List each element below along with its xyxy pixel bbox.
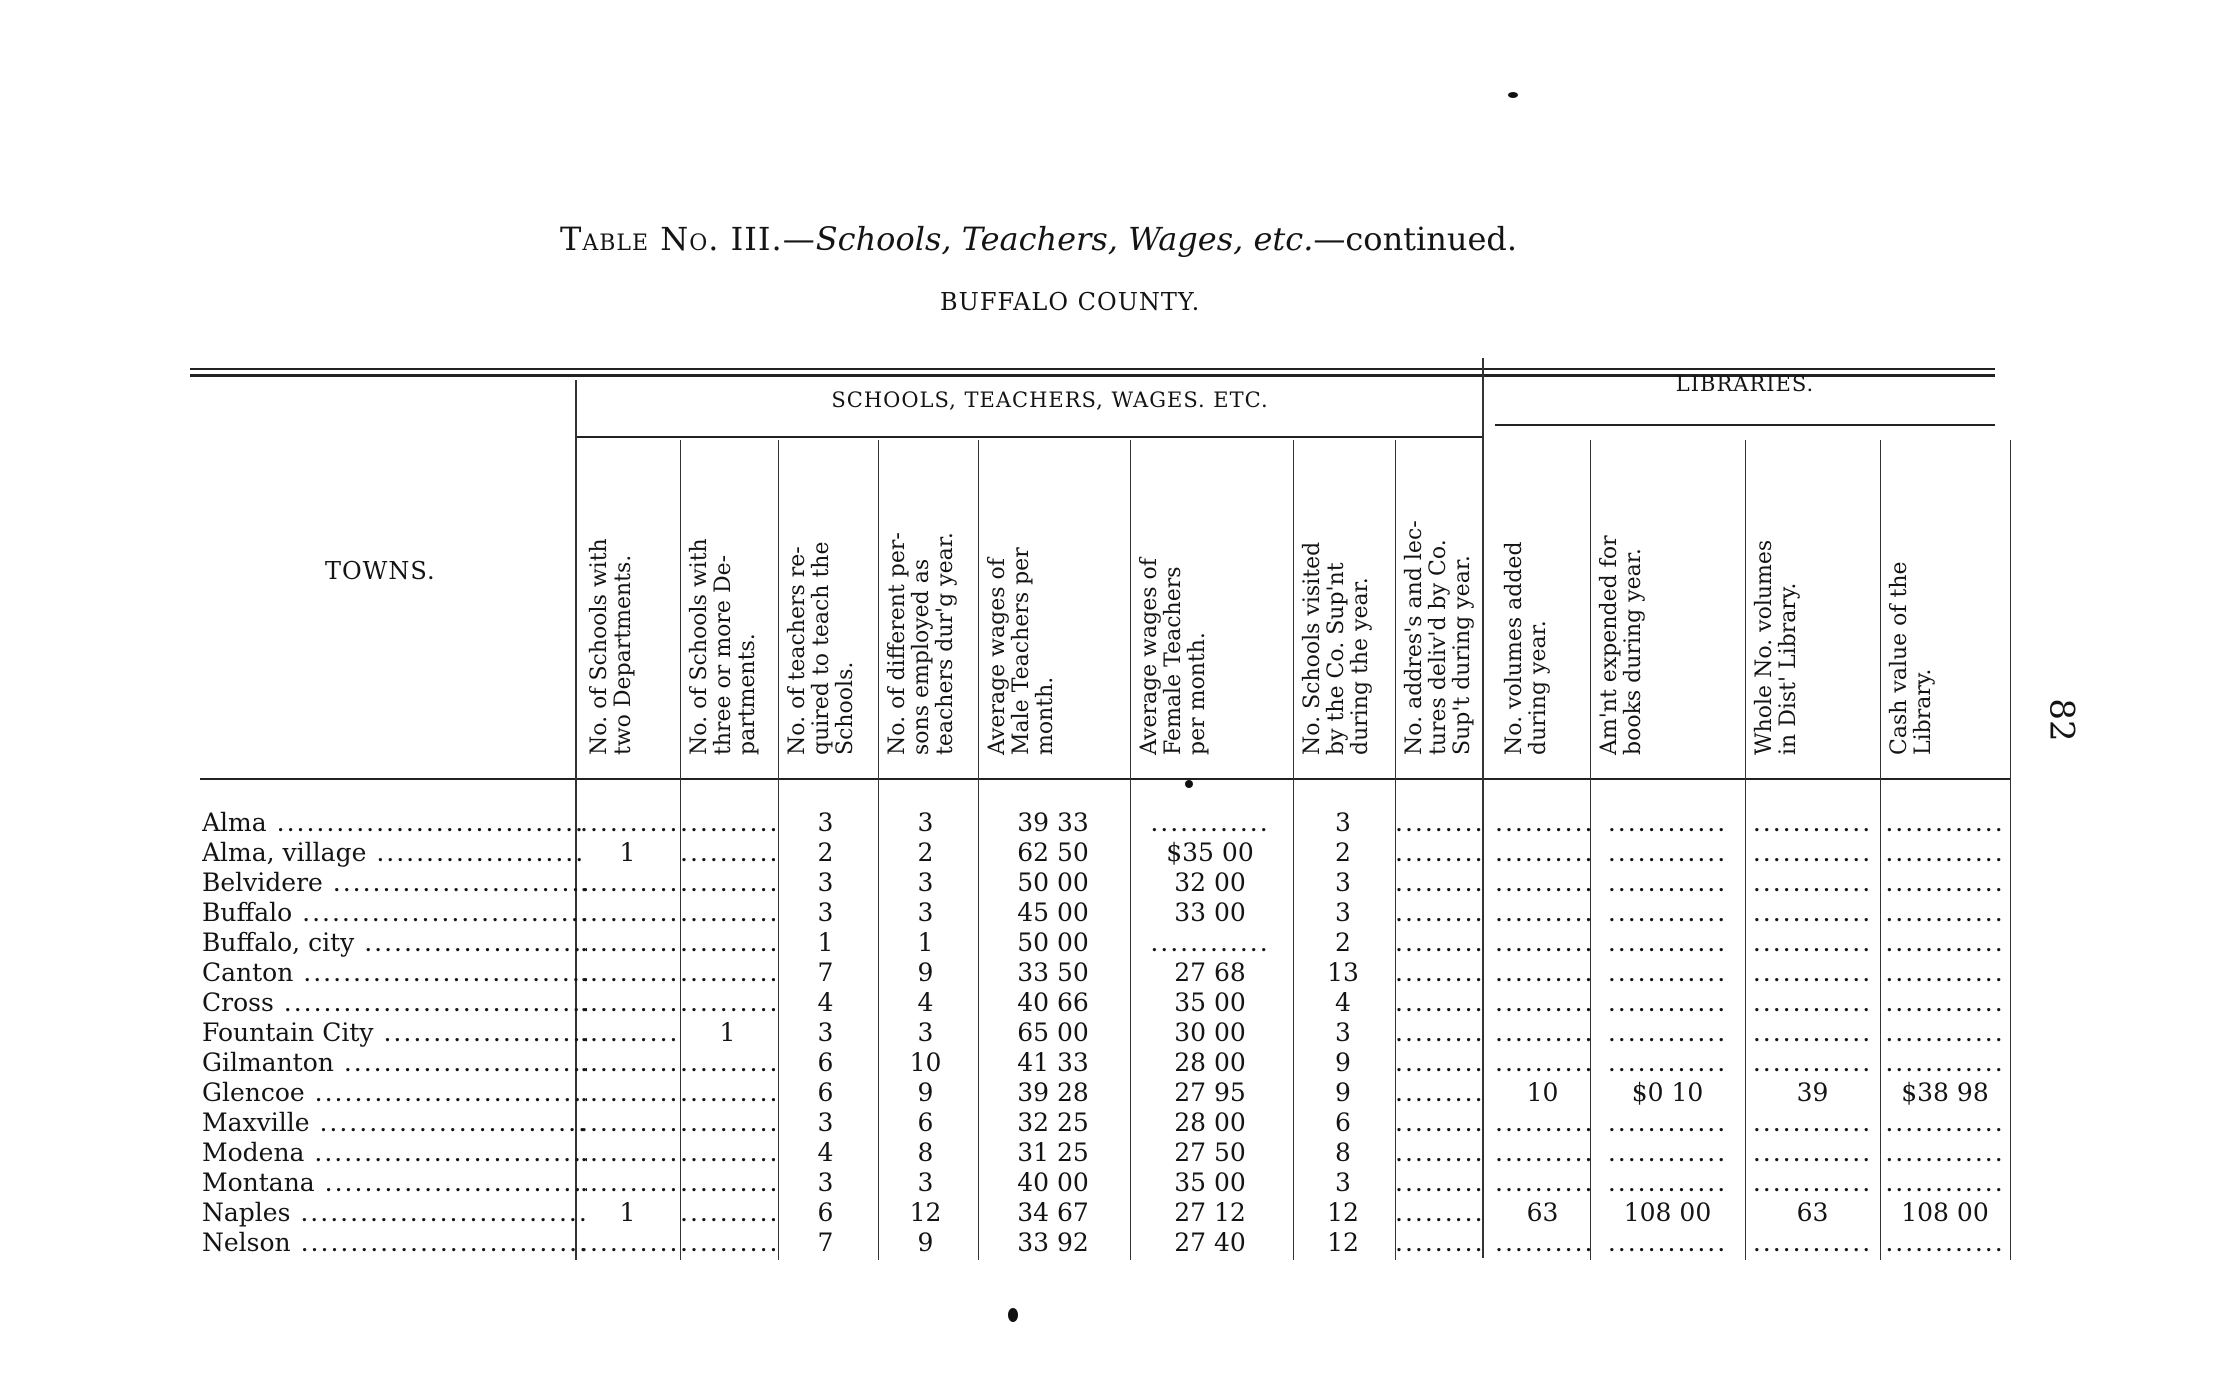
cell-col-6: 27 40 (1174, 1228, 1246, 1257)
empty-cell (1745, 1138, 1880, 1167)
cell-col-4: 3 (917, 868, 934, 897)
cell-col-6: 27 95 (1174, 1078, 1246, 1107)
cell-col-5: 45 00 (1017, 898, 1089, 927)
empty-cell (680, 988, 775, 1017)
town-name: Canton ..... (202, 958, 587, 987)
column-header-line: No. of Schools with (687, 538, 712, 755)
empty-cell (580, 868, 675, 897)
empty-cell (580, 1048, 675, 1077)
cell-col-7: 12 (1327, 1228, 1359, 1257)
empty-cell (1880, 838, 2010, 867)
cell-col-3: 3 (817, 1108, 834, 1137)
empty-cell (1495, 988, 1590, 1017)
empty-cell (1395, 1078, 1485, 1107)
cell-col-5: 40 66 (1017, 988, 1089, 1017)
cell-col-5: 33 50 (1017, 958, 1089, 987)
ink-speck (1508, 92, 1518, 98)
page-number: 82 (2041, 698, 2082, 742)
empty-cell (1495, 1168, 1590, 1197)
cell-col-1: 1 (619, 838, 636, 867)
cell-col-4: 6 (917, 1108, 934, 1137)
empty-cell (1745, 1228, 1880, 1257)
cell-col-6: 27 12 (1174, 1198, 1246, 1227)
table-row (0, 1138, 2222, 1168)
cell-col-5: 40 00 (1017, 1168, 1089, 1197)
column-header-line: No. Schools visited (1300, 541, 1325, 755)
empty-cell (1590, 928, 1745, 957)
empty-cell (580, 1168, 675, 1197)
empty-cell (1495, 1018, 1590, 1047)
cell-col-4: 3 (917, 898, 934, 927)
column-header-11 (1753, 455, 1893, 755)
cell-col-5: 39 28 (1017, 1078, 1089, 1107)
town-name: Nelson ..... (202, 1228, 587, 1257)
cell-col-5: 62 50 (1017, 838, 1089, 867)
empty-cell (580, 1138, 675, 1167)
empty-cell (680, 1138, 775, 1167)
empty-cell (680, 1168, 775, 1197)
groups-underline-schools (577, 436, 1482, 438)
column-header-line: Sup't during year. (1450, 555, 1475, 755)
empty-cell (1880, 898, 2010, 927)
table-row (0, 1228, 2222, 1258)
cell-col-4: 3 (917, 1168, 934, 1197)
column-header-line: Cash value of the (1887, 561, 1912, 755)
empty-cell (680, 838, 775, 867)
cell-col-3: 7 (817, 1228, 834, 1257)
empty-cell (1880, 1138, 2010, 1167)
column-header-line: No. addres's and lec- (1402, 520, 1427, 755)
empty-cell (1745, 838, 1880, 867)
groups-underline-libraries (1495, 424, 1995, 426)
empty-cell (580, 1228, 675, 1257)
cell-col-3: 3 (817, 868, 834, 897)
column-header-line: Whole No. volumes (1752, 539, 1777, 755)
empty-cell (1395, 868, 1485, 897)
empty-cell (1590, 1048, 1745, 1077)
cell-col-6: 35 00 (1174, 988, 1246, 1017)
table-row (0, 1198, 2222, 1228)
column-header-line: Schools. (833, 661, 858, 755)
empty-cell (1495, 838, 1590, 867)
cell-col-3: 3 (817, 898, 834, 927)
empty-cell (1395, 988, 1485, 1017)
column-header-line: partments. (735, 633, 760, 755)
table-row (0, 868, 2222, 898)
empty-cell (1590, 1018, 1745, 1047)
cell-col-9: 63 (1526, 1198, 1559, 1227)
cell-col-6: 28 00 (1174, 1108, 1246, 1137)
cell-col-4: 3 (917, 808, 934, 837)
cell-col-6: 28 00 (1174, 1048, 1246, 1077)
empty-cell (1880, 1048, 2010, 1077)
cell-col-7: 9 (1335, 1048, 1351, 1077)
cell-col-4: 4 (917, 988, 934, 1017)
town-name: Maxville ..... (202, 1108, 587, 1137)
column-header-line: No. of different per- (885, 532, 910, 755)
empty-cell (1880, 1228, 2010, 1257)
table-row (0, 1048, 2222, 1078)
cell-col-5: 50 00 (1017, 868, 1089, 897)
column-header-line: during year. (1526, 620, 1551, 755)
column-header-line: sons employed as (909, 558, 934, 755)
town-name: Buffalo, city ..... (202, 928, 587, 957)
header-bottom-rule (200, 778, 2010, 780)
cell-col-5: 33 92 (1017, 1228, 1089, 1257)
column-header-line: three or more De- (711, 554, 736, 755)
column-header-line: quired to teach the (809, 541, 834, 755)
empty-cell (580, 1108, 675, 1137)
empty-cell (580, 898, 675, 927)
cell-col-6: 27 68 (1174, 958, 1246, 987)
empty-cell (1395, 1048, 1485, 1077)
empty-cell (1590, 808, 1745, 837)
cell-col-6: 32 00 (1174, 868, 1246, 897)
cell-col-3: 3 (817, 1168, 834, 1197)
empty-cell (1880, 1108, 2010, 1137)
empty-cell (1395, 838, 1485, 867)
table-row (0, 928, 2222, 958)
column-header-6 (1138, 455, 1278, 755)
empty-cell (1880, 958, 2010, 987)
cell-col-7: 3 (1335, 1168, 1351, 1197)
empty-cell (680, 898, 775, 927)
cell-col-7: 3 (1335, 898, 1351, 927)
table-row (0, 988, 2222, 1018)
cell-col-2: 1 (719, 1018, 736, 1047)
empty-cell (1495, 1048, 1590, 1077)
empty-cell (1880, 868, 2010, 897)
empty-cell (580, 808, 675, 837)
cell-col-3: 4 (817, 988, 834, 1017)
empty-cell (1590, 838, 1745, 867)
column-header-10 (1598, 455, 1738, 755)
column-header-line: in Dist' Library. (1776, 582, 1801, 755)
cell-col-5: 41 33 (1017, 1048, 1089, 1077)
cell-col-7: 13 (1327, 958, 1359, 987)
town-name: Glencoe ..... (202, 1078, 587, 1107)
column-header-line: books during year. (1621, 548, 1646, 755)
town-name: Naples ..... (202, 1198, 587, 1227)
empty-cell (580, 988, 675, 1017)
empty-cell (1745, 808, 1880, 837)
empty-cell (1880, 928, 2010, 957)
ink-speck (1185, 780, 1193, 788)
cell-col-12: $38 98 (1901, 1078, 1989, 1107)
column-header-line: month. (1033, 676, 1058, 755)
empty-cell (1590, 898, 1745, 927)
empty-cell (580, 1078, 675, 1107)
town-name: Gilmanton ..... (202, 1048, 587, 1077)
town-name: Montana ..... (202, 1168, 587, 1197)
table-row (0, 808, 2222, 838)
column-header-12 (1888, 455, 2028, 755)
column-header-line: No. of Schools with (587, 538, 612, 755)
cell-col-6: 35 00 (1174, 1168, 1246, 1197)
title-prefix: Table No. III.— (560, 220, 816, 258)
empty-cell (1495, 1108, 1590, 1137)
cell-col-3: 7 (817, 958, 834, 987)
cell-col-10: $0 10 (1631, 1078, 1704, 1107)
empty-cell (1590, 1228, 1745, 1257)
empty-cell (680, 958, 775, 987)
empty-cell (1130, 928, 1290, 957)
empty-cell (1590, 1138, 1745, 1167)
empty-cell (1745, 928, 1880, 957)
cell-col-10: 108 00 (1623, 1198, 1712, 1227)
cell-col-3: 6 (817, 1078, 834, 1107)
empty-cell (580, 1018, 675, 1047)
cell-col-7: 2 (1335, 838, 1351, 867)
empty-cell (680, 1108, 775, 1137)
column-header-line: teachers dur'g year. (933, 532, 958, 755)
empty-cell (680, 1048, 775, 1077)
cell-col-7: 6 (1335, 1108, 1351, 1137)
empty-cell (1590, 958, 1745, 987)
cell-col-9: 10 (1526, 1078, 1559, 1107)
cell-col-6: $35 00 (1166, 838, 1254, 867)
cell-col-6: 27 50 (1174, 1138, 1246, 1167)
cell-col-4: 8 (917, 1138, 934, 1167)
empty-cell (1395, 808, 1485, 837)
empty-cell (1495, 958, 1590, 987)
empty-cell (1745, 988, 1880, 1017)
column-header-line: Am'nt expended for (1597, 535, 1622, 755)
empty-cell (1590, 1168, 1745, 1197)
cell-col-3: 6 (817, 1198, 834, 1227)
column-header-line: Female Teachers (1161, 566, 1186, 755)
town-name: Alma, village ..... (202, 838, 587, 867)
town-name: Belvidere ..... (202, 868, 587, 897)
table-row (0, 958, 2222, 988)
county-heading: BUFFALO COUNTY. (940, 288, 1201, 316)
empty-cell (1395, 1018, 1485, 1047)
table-row (0, 1108, 2222, 1138)
cell-col-7: 4 (1335, 988, 1351, 1017)
empty-cell (1495, 1138, 1590, 1167)
cell-col-4: 9 (917, 958, 934, 987)
cell-col-4: 2 (917, 838, 934, 867)
empty-cell (1395, 928, 1485, 957)
cell-col-5: 31 25 (1017, 1138, 1089, 1167)
cell-col-4: 12 (909, 1198, 942, 1227)
cell-col-7: 3 (1335, 808, 1351, 837)
empty-cell (1495, 898, 1590, 927)
cell-col-11: 63 (1796, 1198, 1829, 1227)
cell-col-3: 3 (817, 808, 834, 837)
empty-cell (1130, 808, 1290, 837)
cell-col-7: 9 (1335, 1078, 1351, 1107)
column-header-line: No. of teachers re- (785, 546, 810, 755)
cell-col-3: 2 (817, 838, 834, 867)
empty-cell (1880, 988, 2010, 1017)
cell-col-12: 108 00 (1901, 1198, 1989, 1227)
empty-cell (580, 958, 675, 987)
empty-cell (1395, 1108, 1485, 1137)
column-header-line: two Departments. (611, 554, 636, 755)
cell-col-5: 50 00 (1017, 928, 1089, 957)
empty-cell (680, 868, 775, 897)
table-row (0, 838, 2222, 868)
table-row (0, 1018, 2222, 1048)
cell-col-7: 12 (1327, 1198, 1359, 1227)
town-name: Alma ..... (202, 808, 587, 837)
cell-col-4: 9 (917, 1078, 934, 1107)
empty-cell (680, 1198, 775, 1227)
town-name: Fountain City ..... (202, 1018, 587, 1047)
empty-cell (1395, 1138, 1485, 1167)
empty-cell (1495, 808, 1590, 837)
cell-col-11: 39 (1796, 1078, 1829, 1107)
title-italic: Schools, Teachers, Wages, etc. (815, 220, 1314, 258)
cell-col-6: 33 00 (1174, 898, 1246, 927)
cell-col-4: 9 (917, 1228, 934, 1257)
empty-cell (1745, 1018, 1880, 1047)
empty-cell (680, 1228, 775, 1257)
table-row (0, 898, 2222, 928)
column-header-line: No. volumes added (1502, 541, 1527, 755)
empty-cell (1590, 988, 1745, 1017)
empty-cell (1745, 958, 1880, 987)
cell-col-5: 65 00 (1017, 1018, 1089, 1047)
cell-col-7: 3 (1335, 868, 1351, 897)
cell-col-1: 1 (619, 1198, 636, 1227)
cell-col-5: 39 33 (1017, 808, 1089, 837)
column-header-line: Average wages of (985, 558, 1010, 755)
cell-col-7: 8 (1335, 1138, 1351, 1167)
ink-speck (1008, 1308, 1018, 1322)
column-header-line: Library. (1911, 668, 1936, 755)
towns-header: TOWNS. (325, 557, 436, 585)
empty-cell (680, 1078, 775, 1107)
cell-col-5: 34 67 (1017, 1198, 1089, 1227)
empty-cell (1745, 868, 1880, 897)
table-row (0, 1078, 2222, 1108)
town-name: Cross ..... (202, 988, 587, 1017)
empty-cell (1395, 1168, 1485, 1197)
cell-col-3: 1 (817, 928, 834, 957)
empty-cell (1745, 1168, 1880, 1197)
empty-cell (1745, 898, 1880, 927)
empty-cell (1395, 958, 1485, 987)
empty-cell (1395, 898, 1485, 927)
column-header-line: Male Teachers per (1009, 547, 1034, 755)
table-row (0, 1168, 2222, 1198)
empty-cell (580, 928, 675, 957)
title-suffix: —continued. (1313, 220, 1518, 258)
empty-cell (1590, 868, 1745, 897)
group-heading-libraries: LIBRARIES. (1675, 372, 1815, 396)
empty-cell (1495, 1228, 1590, 1257)
empty-cell (1395, 1198, 1485, 1227)
empty-cell (680, 808, 775, 837)
column-header-line: per month. (1185, 632, 1210, 755)
column-header-line: tures deliv'd by Co. (1426, 539, 1451, 755)
cell-col-7: 2 (1335, 928, 1351, 957)
empty-cell (1495, 928, 1590, 957)
column-header-5 (986, 455, 1126, 755)
cell-col-3: 6 (817, 1048, 834, 1077)
cell-col-3: 3 (817, 1018, 834, 1047)
empty-cell (1495, 868, 1590, 897)
cell-col-4: 1 (917, 928, 934, 957)
town-name: Buffalo ..... (202, 898, 587, 927)
empty-cell (680, 928, 775, 957)
cell-col-3: 4 (817, 1138, 834, 1167)
cell-col-4: 3 (917, 1018, 934, 1047)
table-title (560, 220, 1660, 258)
cell-col-7: 3 (1335, 1018, 1351, 1047)
empty-cell (1880, 1168, 2010, 1197)
empty-cell (1395, 1228, 1485, 1257)
cell-col-5: 32 25 (1017, 1108, 1089, 1137)
empty-cell (1590, 1108, 1745, 1137)
cell-col-4: 10 (909, 1048, 942, 1077)
town-name: Modena ..... (202, 1138, 587, 1167)
column-header-line: during the year. (1348, 577, 1373, 755)
empty-cell (1745, 1048, 1880, 1077)
cell-col-6: 30 00 (1174, 1018, 1246, 1047)
column-header-line: by the Co. Sup'nt (1324, 562, 1349, 755)
group-heading-schools: SCHOOLS, TEACHERS, WAGES. ETC. (831, 388, 1269, 412)
empty-cell (1880, 1018, 2010, 1047)
column-header-line: Average wages of (1137, 558, 1162, 755)
empty-cell (1745, 1108, 1880, 1137)
empty-cell (1880, 808, 2010, 837)
top-rule (190, 368, 1995, 370)
